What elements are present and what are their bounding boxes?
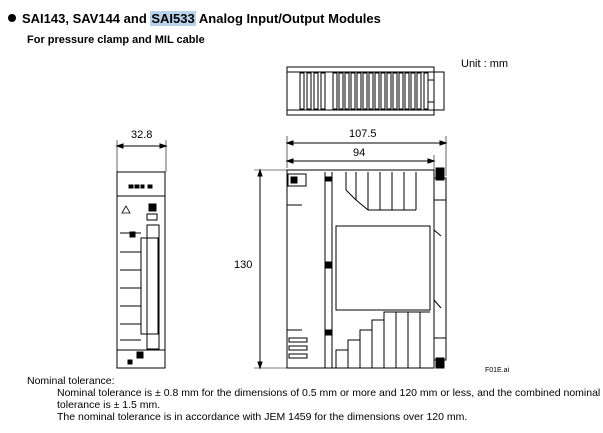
figure-id: F01E.ai	[485, 367, 510, 374]
dim-height: 130	[234, 259, 253, 271]
notes-line-3: The nominal tolerance is in accordance with JEM 1459 for the dimensions over 120 mm.	[57, 411, 468, 423]
dimension-lines	[117, 136, 446, 368]
side-view	[287, 168, 446, 368]
top-view	[287, 67, 444, 115]
dim-total-depth: 107.5	[349, 128, 377, 140]
notes-line-2: tolerance is ± 1.5 mm.	[57, 399, 161, 411]
dim-body-depth: 94	[353, 147, 366, 159]
title-highlight: SAI533	[151, 11, 195, 26]
page-subtitle: For pressure clamp and MIL cable	[27, 34, 205, 46]
unit-label: Unit : mm	[461, 58, 509, 70]
front-view	[117, 172, 165, 368]
title-suffix: Analog Input/Output Modules	[195, 11, 381, 26]
dim-front-width: 32.8	[131, 129, 153, 141]
title-prefix: SAI143, SAV144 and	[22, 11, 151, 26]
notes-heading: Nominal tolerance:	[27, 375, 115, 387]
tolerance-notes	[27, 375, 600, 423]
notes-line-1: Nominal tolerance is ± 0.8 mm for the dimensions of 0.5 mm or more and 120 mm or less, and the combined nominal	[57, 387, 601, 399]
